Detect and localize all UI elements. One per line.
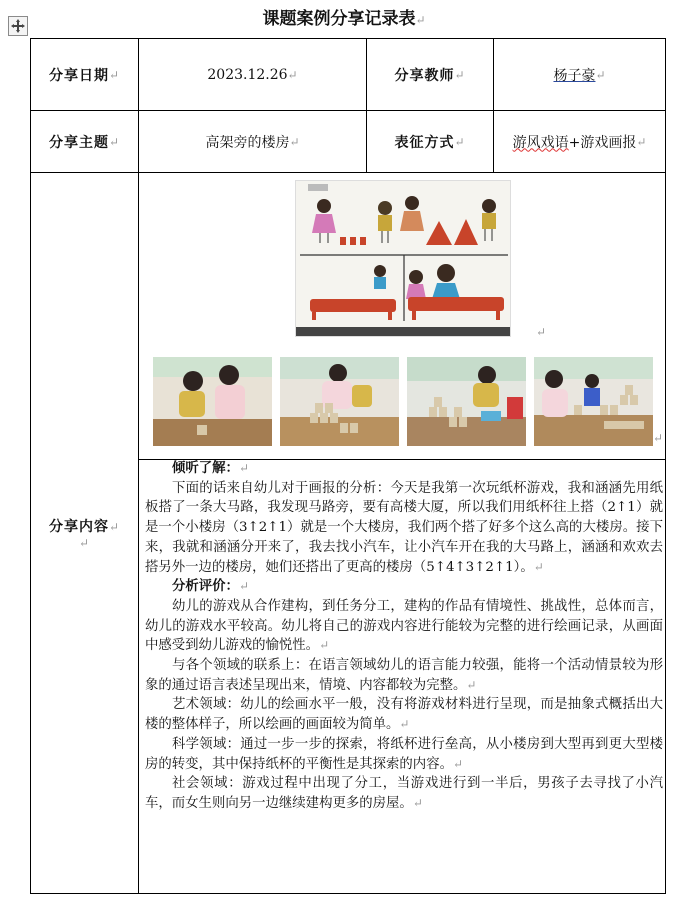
paragraph-mark: ↵	[653, 431, 664, 445]
analysis-paragraph-4: 科学领域：通过一步一步的探索，将纸杯进行垒高，从小楼房到大型再到更大型楼房的转变，其中保持纸杯的平衡性是其探索的内容。↵	[145, 736, 663, 772]
share-content-label: 分享内容↵ ↵	[48, 519, 121, 550]
listen-paragraph: 下面的话来自幼儿对于画报的分析：今天是我第一次玩纸杯游戏，我和涵涵先用纸板搭了一条大马路，我发现马路旁，要有高楼大厦，所以我们用纸杯往上搭（2↑1）就是一个小楼房（3↑2↑1）就是一个大楼房，我们两个搭了好多个这么高的大楼房。接下来，我就和涵涵分开来了，我去找小汽车，让小汽车开在我的大马路上，涵涵和欢欢去搭另外一边的楼房，她们还搭出了更高的楼房（5↑4↑3↑2↑1）。↵	[145, 480, 663, 575]
game-photo-1	[153, 357, 272, 446]
analysis-paragraph-2: 与各个领域的联系上：在语言领域幼儿的语言能力较强，能将一个活动情景较为形象的通过语言表述呈现出来，情境、内容都较为完整。↵	[145, 658, 663, 693]
children-drawing-image	[295, 180, 511, 337]
share-teacher-value: 杨子豪 ↵	[553, 67, 606, 84]
share-topic-label: 分享主题 ↵	[48, 134, 121, 151]
analysis-heading: 分析评价：↵	[172, 578, 250, 595]
analysis-paragraph-1: 幼儿的游戏从合作建构，到任务分工，建构的作品有情境性、挑战性，总体而言，幼儿的游戏水平较高。幼儿将自己的游戏内容进行能较为完整的进行绘画记录，从画面中感受到幼儿游戏的愉悦性。↵	[145, 598, 663, 654]
representation-value: 游风戏语 +游戏画报 ↵	[512, 134, 647, 151]
record-table	[30, 38, 666, 894]
share-date-value: 2023.12.26 ↵	[207, 66, 298, 83]
paragraph-mark: ↵	[536, 325, 547, 339]
game-photo-3	[407, 357, 526, 446]
analysis-paragraph-3: 艺术领域：幼儿的绘画水平一般，没有将游戏材料进行呈现，而是抽象式概括出大楼的整体样子，所以绘画的画面较为简单。↵	[145, 697, 663, 733]
share-teacher-label: 分享教师 ↵	[394, 67, 466, 84]
share-topic-value: 高架旁的楼房 ↵	[205, 134, 300, 151]
game-photo-4	[534, 357, 653, 446]
share-content-text	[145, 459, 663, 814]
listen-heading: 倾听了解：↵	[172, 460, 250, 476]
document-title: 课题案例分享记录表↵	[262, 9, 426, 29]
share-date-label: 分享日期 ↵	[48, 67, 121, 84]
game-photo-2	[280, 357, 399, 446]
representation-label: 表征方式 ↵	[394, 134, 466, 151]
analysis-paragraph-5: 社会领域：游戏过程中出现了分工，当游戏进行到一半后，男孩子去寻找了小汽车，而女生则向另一边继续建构更多的房屋。↵	[145, 776, 663, 811]
